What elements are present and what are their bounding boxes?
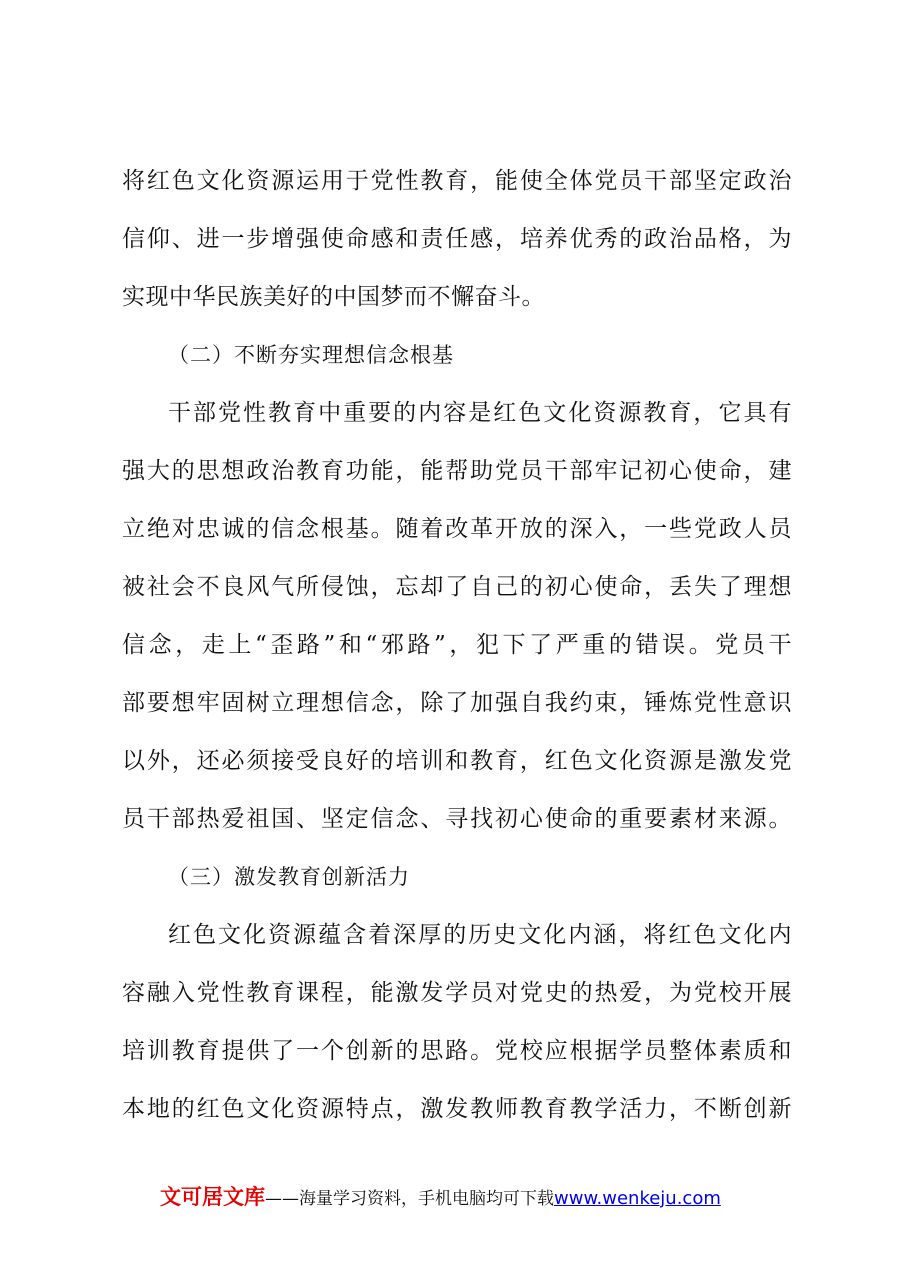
text-line: 信念，走上“歪路”和“邪路”，犯下了严重的错误。党员干 [122,632,792,658]
body-text [122,152,792,1138]
text-line: 培训教育提供了一个创新的思路。党校应根据学员整体素质和 [122,1038,792,1064]
footer-slogan: ——海量学习资料，手机电脑均可下载 [265,1189,554,1209]
text-line: 被社会不良风气所侵蚀，忘却了自己的初心使命，丢失了理想 [122,574,792,600]
text-line: 红色文化资源蕴含着深厚的历史文化内涵，将红色文化内 [168,922,792,948]
text-line: 本地的红色文化资源特点，激发教师教育教学活力，不断创新 [122,1096,792,1122]
text-line: 强大的思想政治教育功能，能帮助党员干部牢记初心使命，建 [122,458,792,484]
text-line: 部要想牢固树立理想信念，除了加强自我约束，锤炼党性意识 [122,690,792,716]
text-line: 信仰、进一步增强使命感和责任感，培养优秀的政治品格，为 [122,226,792,252]
text-line: 员干部热爱祖国、坚定信念、寻找初心使命的重要素材来源。 [122,806,792,832]
text-line: 将红色文化资源运用于党性教育，能使全体党员干部坚定政治 [122,168,792,194]
footer-site-link[interactable]: www.wenkeju.com [554,1188,721,1209]
section-heading-2: （二）不断夯实理想信念根基 [168,343,454,367]
footer-banner [160,1180,800,1214]
text-line: 以外，还必须接受良好的培训和教育，红色文化资源是激发党 [122,748,792,774]
text-line: 实现中华民族美好的中国梦而不懈奋斗。 [122,284,545,310]
text-line: 干部党性教育中重要的内容是红色文化资源教育，它具有 [168,400,792,426]
text-line: 立绝对忠诚的信念根基。随着改革开放的深入，一些党政人员 [122,516,792,542]
text-line: 容融入党性教育课程，能激发学员对党史的热爱，为党校开展 [122,980,792,1006]
section-heading-3: （三）激发教育创新活力 [168,865,410,889]
footer-brand: 文可居文库 [160,1185,265,1209]
